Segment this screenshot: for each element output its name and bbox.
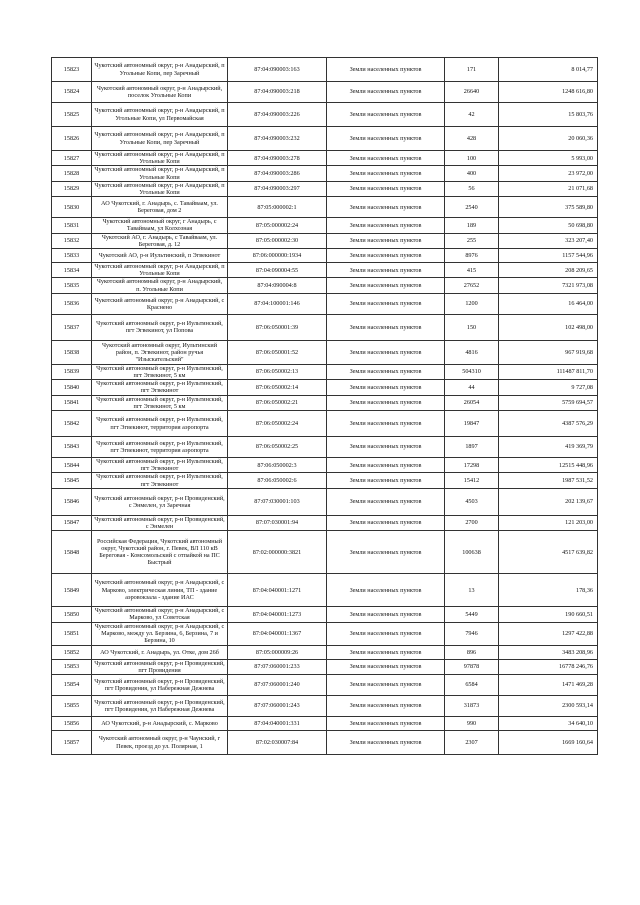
cadastral-value-cell: 1297 422,88 bbox=[499, 622, 598, 645]
row-number: 15829 bbox=[52, 181, 92, 196]
table-row bbox=[52, 622, 598, 645]
area-cell: 19847 bbox=[445, 411, 499, 437]
address-cell: Чукотский автономный округ, р-н Анадырский, с Марково, электрическая линия, ТП - здание аэровокзала - здание ИАС bbox=[92, 574, 228, 607]
area-cell: 1200 bbox=[445, 293, 499, 314]
address-cell: Чукотский автономный округ, р-н Анадырский, с Краснено bbox=[92, 293, 228, 314]
address-cell: Чукотский автономный округ, р-н Чаунский, г Певек, проезд до ул. Полярная, 1 bbox=[92, 731, 228, 755]
table-row bbox=[52, 607, 598, 622]
address-cell: Российская Федерация, Чукотский автономный округ, Чукотский район, г. Певек, ВЛ 110 кВ Береговая - Комсомольский с отпайкой на ПС Быстрый bbox=[92, 531, 228, 574]
cadastral-value-cell: 1471 469,28 bbox=[499, 675, 598, 696]
cadastral-value-cell: 102 498,00 bbox=[499, 314, 598, 340]
cadastral-value-cell: 1157 544,96 bbox=[499, 249, 598, 263]
cadastral-value-cell: 208 209,65 bbox=[499, 263, 598, 278]
table-row bbox=[52, 364, 598, 379]
row-number: 15851 bbox=[52, 622, 92, 645]
cadastral-value-cell: 5 993,00 bbox=[499, 151, 598, 166]
row-number: 15839 bbox=[52, 364, 92, 379]
cadastral-value-cell: 1669 160,64 bbox=[499, 731, 598, 755]
address-cell: Чукотский автономный округ, р-н Провиденский, с Энмелен, ул Заречная bbox=[92, 488, 228, 515]
cadastral-value-cell: 9 727,08 bbox=[499, 380, 598, 395]
cadastral-number-cell: 87:04:090003:232 bbox=[228, 127, 327, 151]
row-number: 15844 bbox=[52, 458, 92, 473]
area-cell: 26640 bbox=[445, 82, 499, 103]
cadastral-value-cell: 16778 246,76 bbox=[499, 659, 598, 674]
land-category-cell: Земли населенных пунктов bbox=[327, 249, 445, 263]
land-category-cell: Земли населенных пунктов bbox=[327, 731, 445, 755]
area-cell: 5449 bbox=[445, 607, 499, 622]
address-cell: АО Чукотский, г. Анадырь, с. Тавайваам, ул. Береговая, дом 2 bbox=[92, 197, 228, 218]
land-category-cell: Земли населенных пунктов bbox=[327, 278, 445, 293]
area-cell: 13 bbox=[445, 574, 499, 607]
row-number: 15825 bbox=[52, 103, 92, 127]
address-cell: Чукотский автономный округ, р-н Провиденский, пгт Провидения, ул Набережная Дежнева bbox=[92, 696, 228, 717]
table-row bbox=[52, 197, 598, 218]
land-category-cell: Земли населенных пунктов bbox=[327, 515, 445, 530]
land-category-cell: Земли населенных пунктов bbox=[327, 645, 445, 659]
cadastral-number-cell: 87:06:050001:39 bbox=[228, 314, 327, 340]
address-cell: Чукотский АО, г. Анадырь, с Тавайваам, ул. Береговая, д. 12 bbox=[92, 233, 228, 248]
table-row bbox=[52, 127, 598, 151]
cadastral-number-cell: 87:04:100001:146 bbox=[228, 293, 327, 314]
row-number: 15835 bbox=[52, 278, 92, 293]
row-number: 15824 bbox=[52, 82, 92, 103]
row-number: 15841 bbox=[52, 395, 92, 410]
land-category-cell: Земли населенных пунктов bbox=[327, 218, 445, 233]
address-cell: Чукотский автономный округ, г Анадырь, с Тавайваам, ул Колхозная bbox=[92, 218, 228, 233]
cadastral-value-cell: 34 640,10 bbox=[499, 717, 598, 731]
address-cell: Чукотский автономный округ, р-н Анадырский, с Марково, между ул. Берзина, 6, Берзина, 7 и Берзина, 10 bbox=[92, 622, 228, 645]
land-category-cell: Земли населенных пунктов bbox=[327, 622, 445, 645]
cadastral-number-cell: 87:05:000009:26 bbox=[228, 645, 327, 659]
row-number: 15845 bbox=[52, 473, 92, 488]
land-category-cell: Земли населенных пунктов bbox=[327, 675, 445, 696]
land-category-cell: Земли населенных пунктов bbox=[327, 574, 445, 607]
address-cell: Чукотский автономный округ, р-н Анадырский, п Угольные Копи bbox=[92, 181, 228, 196]
row-number: 15848 bbox=[52, 531, 92, 574]
land-category-cell: Земли населенных пунктов bbox=[327, 127, 445, 151]
address-cell: Чукотский автономный округ, р-н Иультинский, пгт Эгвекинот, ул Попова bbox=[92, 314, 228, 340]
cadastral-value-cell: 121 203,00 bbox=[499, 515, 598, 530]
area-cell: 8976 bbox=[445, 249, 499, 263]
area-cell: 100638 bbox=[445, 531, 499, 574]
row-number: 15823 bbox=[52, 58, 92, 82]
table-row bbox=[52, 263, 598, 278]
cadastral-number-cell: 87:07:030001:103 bbox=[228, 488, 327, 515]
address-cell: Чукотский автономный округ, р-н Провиденский, с Энмелен bbox=[92, 515, 228, 530]
row-number: 15842 bbox=[52, 411, 92, 437]
cadastral-number-cell: 87:06:050002:25 bbox=[228, 437, 327, 458]
cadastral-value-cell: 178,36 bbox=[499, 574, 598, 607]
cadastral-value-cell: 21 071,68 bbox=[499, 181, 598, 196]
row-number: 15833 bbox=[52, 249, 92, 263]
land-category-cell: Земли населенных пунктов bbox=[327, 473, 445, 488]
land-category-cell: Земли населенных пунктов bbox=[327, 103, 445, 127]
address-cell: Чукотский автономный округ, р-н Анадырский, с Марково, ул Советская bbox=[92, 607, 228, 622]
row-number: 15837 bbox=[52, 314, 92, 340]
land-category-cell: Земли населенных пунктов bbox=[327, 659, 445, 674]
table-row bbox=[52, 473, 598, 488]
cadastral-number-cell: 87:04:090003:218 bbox=[228, 82, 327, 103]
table-row bbox=[52, 395, 598, 410]
land-category-cell: Земли населенных пунктов bbox=[327, 263, 445, 278]
cadastral-number-cell: 87:02:000000:3821 bbox=[228, 531, 327, 574]
row-number: 15826 bbox=[52, 127, 92, 151]
land-category-cell: Земли населенных пунктов bbox=[327, 458, 445, 473]
table-row bbox=[52, 58, 598, 82]
land-category-cell: Земли населенных пунктов bbox=[327, 166, 445, 181]
cadastral-value-cell: 2300 593,14 bbox=[499, 696, 598, 717]
address-cell: Чукотский автономный округ, р-н Иультинский, пгт Эгвекинот, 5 км bbox=[92, 395, 228, 410]
area-cell: 56 bbox=[445, 181, 499, 196]
land-plots-table bbox=[51, 57, 598, 755]
row-number: 15847 bbox=[52, 515, 92, 530]
row-number: 15855 bbox=[52, 696, 92, 717]
cadastral-value-cell: 323 207,40 bbox=[499, 233, 598, 248]
area-cell: 255 bbox=[445, 233, 499, 248]
area-cell: 415 bbox=[445, 263, 499, 278]
table-row bbox=[52, 181, 598, 196]
address-cell: Чукотский автономный округ, р-н Анадырский, поселок Угольные Копи bbox=[92, 82, 228, 103]
cadastral-number-cell: 87:04:090004:55 bbox=[228, 263, 327, 278]
cadastral-number-cell: 87:07:060001:240 bbox=[228, 675, 327, 696]
land-category-cell: Земли населенных пунктов bbox=[327, 607, 445, 622]
land-category-cell: Земли населенных пунктов bbox=[327, 181, 445, 196]
table-row bbox=[52, 659, 598, 674]
row-number: 15827 bbox=[52, 151, 92, 166]
cadastral-value-cell: 4387 576,29 bbox=[499, 411, 598, 437]
row-number: 15830 bbox=[52, 197, 92, 218]
area-cell: 504310 bbox=[445, 364, 499, 379]
table-row bbox=[52, 411, 598, 437]
table-row bbox=[52, 103, 598, 127]
land-category-cell: Земли населенных пунктов bbox=[327, 197, 445, 218]
cadastral-number-cell: 87:04:090003:278 bbox=[228, 151, 327, 166]
row-number: 15853 bbox=[52, 659, 92, 674]
table-row bbox=[52, 340, 598, 364]
area-cell: 6584 bbox=[445, 675, 499, 696]
area-cell: 26054 bbox=[445, 395, 499, 410]
land-category-cell: Земли населенных пунктов bbox=[327, 82, 445, 103]
cadastral-number-cell: 87:06:050002:6 bbox=[228, 473, 327, 488]
area-cell: 896 bbox=[445, 645, 499, 659]
table-row bbox=[52, 696, 598, 717]
land-category-cell: Земли населенных пунктов bbox=[327, 293, 445, 314]
address-cell: Чукотский автономный округ, р-н Провиденский, пгт Провидения, ул Набережная Дежнева bbox=[92, 675, 228, 696]
row-number: 15832 bbox=[52, 233, 92, 248]
cadastral-number-cell: 87:07:060001:243 bbox=[228, 696, 327, 717]
area-cell: 400 bbox=[445, 166, 499, 181]
cadastral-number-cell: 87:04:090003:297 bbox=[228, 181, 327, 196]
cadastral-value-cell: 967 919,68 bbox=[499, 340, 598, 364]
cadastral-number-cell: 87:04:090003:226 bbox=[228, 103, 327, 127]
address-cell: Чукотский автономный округ, р-н Иультинский, пгт Эгвекинот bbox=[92, 380, 228, 395]
row-number: 15852 bbox=[52, 645, 92, 659]
address-cell: Чукотский автономный округ, р-н Анадырский, п. Угольные Копи bbox=[92, 278, 228, 293]
table-row bbox=[52, 717, 598, 731]
cadastral-value-cell: 4517 639,82 bbox=[499, 531, 598, 574]
cadastral-number-cell: 87:04:040001:331 bbox=[228, 717, 327, 731]
area-cell: 1897 bbox=[445, 437, 499, 458]
area-cell: 4816 bbox=[445, 340, 499, 364]
cadastral-value-cell: 1248 616,80 bbox=[499, 82, 598, 103]
table-row bbox=[52, 233, 598, 248]
area-cell: 189 bbox=[445, 218, 499, 233]
cadastral-number-cell: 87:04:090004:8 bbox=[228, 278, 327, 293]
land-category-cell: Земли населенных пунктов bbox=[327, 411, 445, 437]
cadastral-number-cell: 87:05:000002:30 bbox=[228, 233, 327, 248]
table-row bbox=[52, 218, 598, 233]
address-cell: Чукотский автономный округ, Иультинский район, п. Эгвекинот, район ручья "Изыскательский" bbox=[92, 340, 228, 364]
table-row bbox=[52, 293, 598, 314]
address-cell: Чукотский автономный округ, р-н Анадырский, п Угольные Копи bbox=[92, 151, 228, 166]
address-cell: Чукотский автономный округ, р-н Анадырский, п Угольные Копи bbox=[92, 263, 228, 278]
land-category-cell: Земли населенных пунктов bbox=[327, 531, 445, 574]
table-row bbox=[52, 731, 598, 755]
cadastral-value-cell: 50 698,80 bbox=[499, 218, 598, 233]
table-row bbox=[52, 151, 598, 166]
cadastral-value-cell: 5759 694,57 bbox=[499, 395, 598, 410]
address-cell: Чукотский автономный округ, р-н Иультинский, пгт Эгвекинот, 5 км bbox=[92, 364, 228, 379]
address-cell: Чукотский автономный округ, р-н Анадырский, п Угольные Копи, ул Первомайская bbox=[92, 103, 228, 127]
table-row bbox=[52, 645, 598, 659]
cadastral-value-cell: 23 972,00 bbox=[499, 166, 598, 181]
land-category-cell: Земли населенных пунктов bbox=[327, 151, 445, 166]
address-cell: Чукотский автономный округ, р-н Иультинский, пгт Эгвекинот, территория аэропорта bbox=[92, 411, 228, 437]
area-cell: 2700 bbox=[445, 515, 499, 530]
row-number: 15856 bbox=[52, 717, 92, 731]
row-number: 15857 bbox=[52, 731, 92, 755]
address-cell: Чукотский автономный округ, р-н Иультинский, пгт Эгвекинот bbox=[92, 473, 228, 488]
land-category-cell: Земли населенных пунктов bbox=[327, 488, 445, 515]
cadastral-value-cell: 202 139,67 bbox=[499, 488, 598, 515]
cadastral-number-cell: 87:05:000002:1 bbox=[228, 197, 327, 218]
table-row bbox=[52, 278, 598, 293]
land-category-cell: Земли населенных пунктов bbox=[327, 364, 445, 379]
table-row bbox=[52, 574, 598, 607]
land-category-cell: Земли населенных пунктов bbox=[327, 340, 445, 364]
address-cell: Чукотский автономный округ, р-н Анадырский, п Угольные Копи bbox=[92, 166, 228, 181]
cadastral-value-cell: 8 014,77 bbox=[499, 58, 598, 82]
area-cell: 31873 bbox=[445, 696, 499, 717]
table-row bbox=[52, 515, 598, 530]
area-cell: 2540 bbox=[445, 197, 499, 218]
cadastral-value-cell: 111487 811,70 bbox=[499, 364, 598, 379]
table-row bbox=[52, 675, 598, 696]
cadastral-number-cell: 87:06:050002:14 bbox=[228, 380, 327, 395]
address-cell: Чукотский автономный округ, р-н Иультинский, пгт Эгвекинот bbox=[92, 458, 228, 473]
area-cell: 4503 bbox=[445, 488, 499, 515]
cadastral-number-cell: 87:04:040001:1367 bbox=[228, 622, 327, 645]
cadastral-value-cell: 7321 973,08 bbox=[499, 278, 598, 293]
land-category-cell: Земли населенных пунктов bbox=[327, 314, 445, 340]
row-number: 15828 bbox=[52, 166, 92, 181]
area-cell: 171 bbox=[445, 58, 499, 82]
area-cell: 7946 bbox=[445, 622, 499, 645]
cadastral-number-cell: 87:06:000000:1934 bbox=[228, 249, 327, 263]
area-cell: 97878 bbox=[445, 659, 499, 674]
area-cell: 17298 bbox=[445, 458, 499, 473]
table-row bbox=[52, 380, 598, 395]
document-page bbox=[51, 57, 597, 755]
address-cell: Чукотский автономный округ, р-н Провиденский, пгт Провидения bbox=[92, 659, 228, 674]
row-number: 15831 bbox=[52, 218, 92, 233]
row-number: 15854 bbox=[52, 675, 92, 696]
row-number: 15838 bbox=[52, 340, 92, 364]
table-row bbox=[52, 314, 598, 340]
land-category-cell: Земли населенных пунктов bbox=[327, 696, 445, 717]
cadastral-number-cell: 87:07:060001:233 bbox=[228, 659, 327, 674]
area-cell: 27652 bbox=[445, 278, 499, 293]
cadastral-number-cell: 87:06:050002:13 bbox=[228, 364, 327, 379]
row-number: 15846 bbox=[52, 488, 92, 515]
cadastral-number-cell: 87:06:050001:52 bbox=[228, 340, 327, 364]
cadastral-value-cell: 20 060,36 bbox=[499, 127, 598, 151]
row-number: 15834 bbox=[52, 263, 92, 278]
cadastral-value-cell: 15 803,76 bbox=[499, 103, 598, 127]
land-category-cell: Земли населенных пунктов bbox=[327, 395, 445, 410]
row-number: 15849 bbox=[52, 574, 92, 607]
cadastral-number-cell: 87:06:050002:3 bbox=[228, 458, 327, 473]
cadastral-number-cell: 87:04:040001:1271 bbox=[228, 574, 327, 607]
address-cell: Чукотский автономный округ, р-н Анадырский, п Угольные Копи, пер Заречный bbox=[92, 127, 228, 151]
cadastral-value-cell: 3483 208,96 bbox=[499, 645, 598, 659]
cadastral-number-cell: 87:04:090003:286 bbox=[228, 166, 327, 181]
land-category-cell: Земли населенных пунктов bbox=[327, 437, 445, 458]
cadastral-value-cell: 190 660,51 bbox=[499, 607, 598, 622]
row-number: 15843 bbox=[52, 437, 92, 458]
table-row bbox=[52, 531, 598, 574]
area-cell: 150 bbox=[445, 314, 499, 340]
area-cell: 428 bbox=[445, 127, 499, 151]
table-row bbox=[52, 249, 598, 263]
row-number: 15840 bbox=[52, 380, 92, 395]
address-cell: Чукотский автономный округ, р-н Анадырский, п Угольные Копи, пер Заречный bbox=[92, 58, 228, 82]
cadastral-value-cell: 12515 448,96 bbox=[499, 458, 598, 473]
area-cell: 990 bbox=[445, 717, 499, 731]
row-number: 15850 bbox=[52, 607, 92, 622]
area-cell: 42 bbox=[445, 103, 499, 127]
area-cell: 15412 bbox=[445, 473, 499, 488]
cadastral-value-cell: 375 589,80 bbox=[499, 197, 598, 218]
cadastral-number-cell: 87:06:050002:21 bbox=[228, 395, 327, 410]
cadastral-value-cell: 1987 531,52 bbox=[499, 473, 598, 488]
address-cell: АО Чукотский, г. Анадырь, ул. Отке, дом 26б bbox=[92, 645, 228, 659]
cadastral-number-cell: 87:04:090003:163 bbox=[228, 58, 327, 82]
cadastral-value-cell: 419 369,79 bbox=[499, 437, 598, 458]
land-category-cell: Земли населенных пунктов bbox=[327, 58, 445, 82]
cadastral-number-cell: 87:07:030001:94 bbox=[228, 515, 327, 530]
row-number: 15836 bbox=[52, 293, 92, 314]
table-row bbox=[52, 458, 598, 473]
table-row bbox=[52, 437, 598, 458]
land-category-cell: Земли населенных пунктов bbox=[327, 717, 445, 731]
table-row bbox=[52, 488, 598, 515]
area-cell: 44 bbox=[445, 380, 499, 395]
cadastral-number-cell: 87:02:030007:84 bbox=[228, 731, 327, 755]
land-category-cell: Земли населенных пунктов bbox=[327, 380, 445, 395]
table-row bbox=[52, 166, 598, 181]
land-category-cell: Земли населенных пунктов bbox=[327, 233, 445, 248]
address-cell: АО Чукотский, р-н Анадырский, с. Марково bbox=[92, 717, 228, 731]
area-cell: 100 bbox=[445, 151, 499, 166]
address-cell: Чукотский автономный округ, р-н Иультинский, пгт Эгвекинот, территория аэропорта bbox=[92, 437, 228, 458]
table-row bbox=[52, 82, 598, 103]
cadastral-number-cell: 87:06:050002:24 bbox=[228, 411, 327, 437]
address-cell: Чукотский АО, р-н Иультинский, п Эгвекинот bbox=[92, 249, 228, 263]
cadastral-number-cell: 87:05:000002:24 bbox=[228, 218, 327, 233]
cadastral-value-cell: 16 464,00 bbox=[499, 293, 598, 314]
cadastral-number-cell: 87:04:040001:1273 bbox=[228, 607, 327, 622]
area-cell: 2307 bbox=[445, 731, 499, 755]
